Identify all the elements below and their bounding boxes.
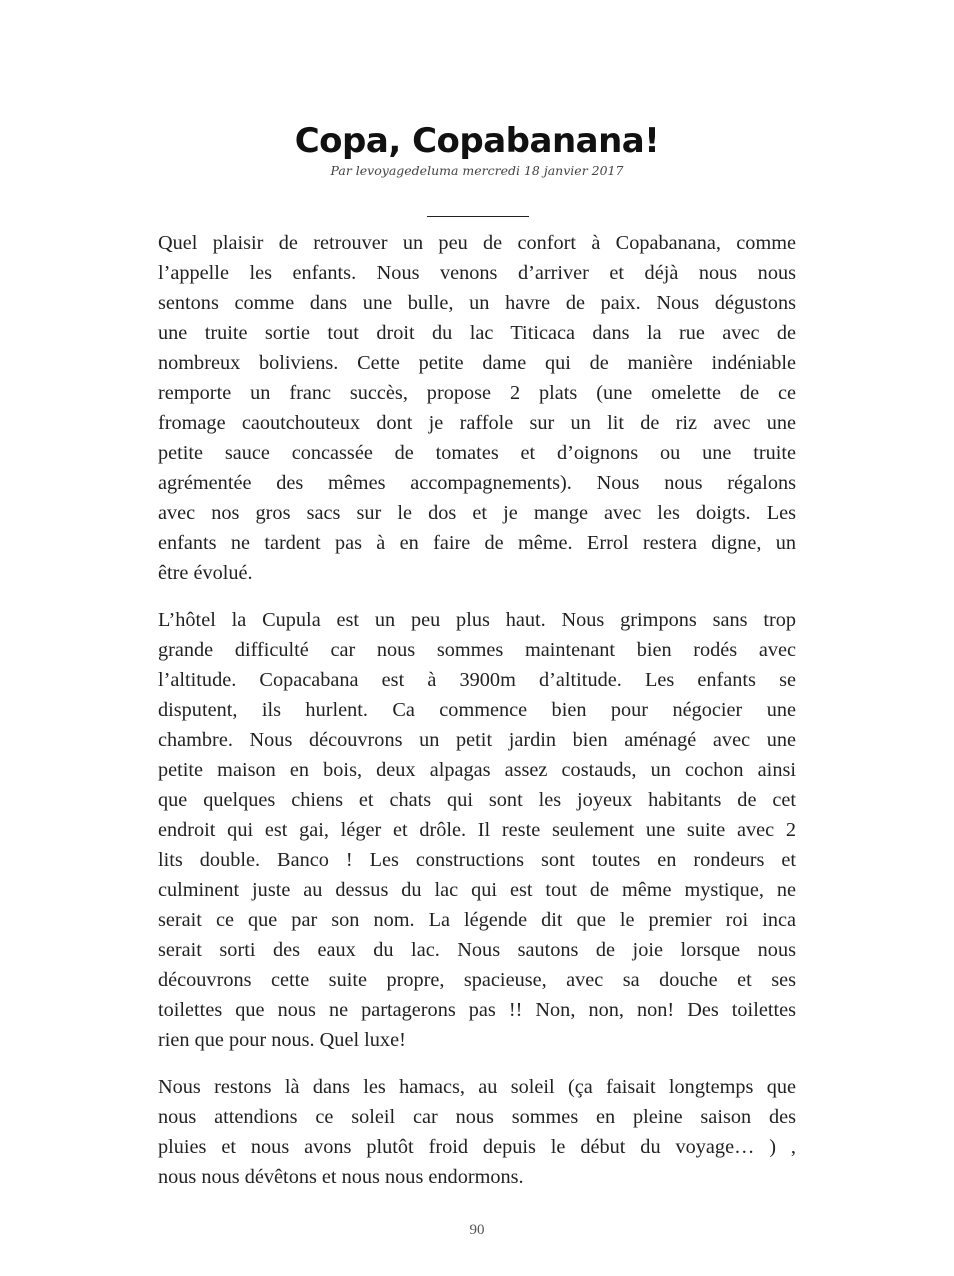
title-divider	[427, 216, 529, 217]
text-line: enfants ne tardent pas à en faire de même. Errol restera digne, un	[158, 532, 796, 554]
text-line: sentons comme dans une bulle, un havre de paix. Nous dégustons	[158, 292, 796, 314]
text-line: être évolué.	[158, 562, 253, 584]
text-line: culminent juste au dessus du lac qui est tout de même mystique, ne	[158, 879, 796, 901]
paragraph	[158, 605, 796, 1055]
text-line: pluies et nous avons plutôt froid depuis le début du voyage… ) ,	[158, 1136, 796, 1158]
text-line: l’altitude. Copacabana est à 3900m d’altitude. Les enfants se	[158, 669, 796, 691]
text-line: l’appelle les enfants. Nous venons d’arriver et déjà nous nous	[158, 262, 796, 284]
text-line: nous attendions ce soleil car nous sommes en pleine saison des	[158, 1106, 796, 1128]
text-line: lits double. Banco ! Les constructions sont toutes en rondeurs et	[158, 849, 796, 871]
text-line: Nous restons là dans les hamacs, au soleil (ça faisait longtemps que	[158, 1076, 796, 1098]
text-line: rien que pour nous. Quel luxe!	[158, 1029, 406, 1051]
text-line: disputent, ils hurlent. Ca commence bien pour négocier une	[158, 699, 796, 721]
text-line: chambre. Nous découvrons un petit jardin bien aménagé avec une	[158, 729, 796, 751]
paragraph	[158, 228, 796, 588]
paragraph	[158, 1072, 796, 1192]
article-body	[158, 228, 796, 1209]
text-line: serait sorti des eaux du lac. Nous sautons de joie lorsque nous	[158, 939, 796, 961]
text-line: découvrons cette suite propre, spacieuse, avec sa douche et ses	[158, 969, 796, 991]
text-line: avec nos gros sacs sur le dos et je mange avec les doigts. Les	[158, 502, 796, 524]
text-line: nombreux boliviens. Cette petite dame qui de manière indéniable	[158, 352, 796, 374]
page-number: 90	[469, 1222, 485, 1238]
text-line: nous nous dévêtons et nous nous endormons.	[158, 1166, 524, 1188]
text-line: agrémentée des mêmes accompagnements). Nous nous régalons	[158, 472, 796, 494]
text-line: une truite sortie tout droit du lac Titicaca dans la rue avec de	[158, 322, 796, 344]
text-line: L’hôtel la Cupula est un peu plus haut. Nous grimpons sans trop	[158, 609, 796, 631]
text-line: toilettes que nous ne partagerons pas !! Non, non, non! Des toilettes	[158, 999, 796, 1021]
text-line: serait ce que par son nom. La légende dit que le premier roi inca	[158, 909, 796, 931]
text-line: grande difficulté car nous sommes maintenant bien rodés avec	[158, 639, 796, 661]
text-line: endroit qui est gai, léger et drôle. Il reste seulement une suite avec 2	[158, 819, 796, 841]
article-byline: Par levoyagedeluma mercredi 18 janvier 2017	[330, 163, 624, 178]
text-line: Quel plaisir de retrouver un peu de confort à Copabanana, comme	[158, 232, 796, 254]
text-line: petite sauce concassée de tomates et d’oignons ou une truite	[158, 442, 796, 464]
text-line: remporte un franc succès, propose 2 plats (une omelette de ce	[158, 382, 796, 404]
text-line: petite maison en bois, deux alpagas assez costauds, un cochon ainsi	[158, 759, 796, 781]
article-title: Copa, Copabanana!	[294, 121, 660, 161]
text-line: que quelques chiens et chats qui sont les joyeux habitants de cet	[158, 789, 796, 811]
text-line: fromage caoutchouteux dont je raffole sur un lit de riz avec une	[158, 412, 796, 434]
